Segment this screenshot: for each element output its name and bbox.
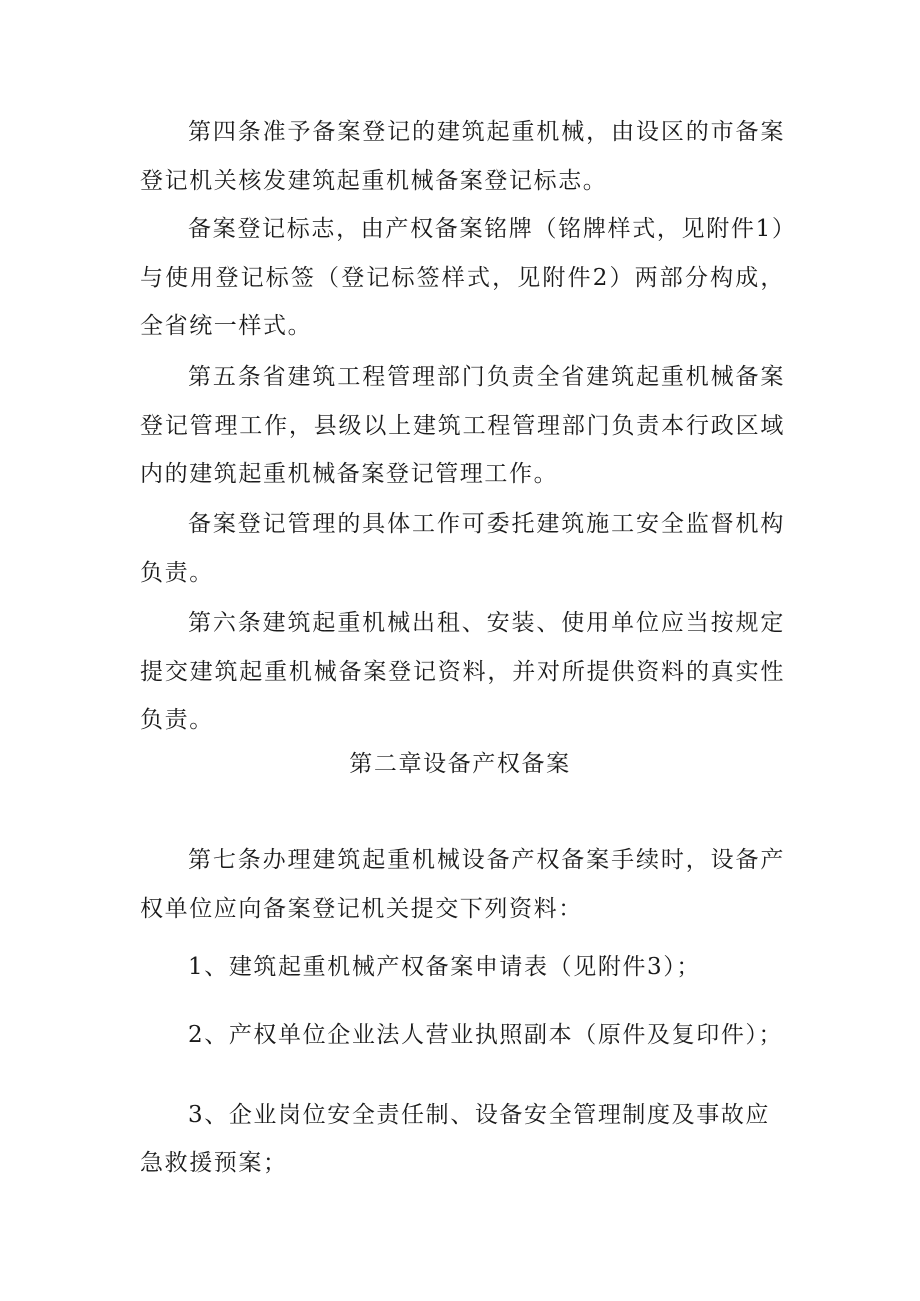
list-item: 2、产权单位企业法人营业执照副本（原件及复印件）； — [188, 1022, 784, 1048]
paragraph-article-4: 第四条准予备案登记的建筑起重机械，由设区的市备案登记机关核发建筑起重机械备案登记标志。 — [140, 119, 785, 194]
paragraph-article-5: 第五条省建筑工程管理部门负责全省建筑起重机械备案登记管理工作，县级以上建筑工程管理部门负责本行政区域内的建筑起重机械备案登记管理工作。 — [140, 364, 785, 487]
chapter-heading: 第二章设备产权备案 — [349, 751, 571, 777]
list-item-3 — [140, 1091, 771, 1187]
list-item-3-line-2: 急救援预案； — [140, 1150, 288, 1176]
list-item: 1、建筑起重机械产权备案申请表（见附件3）； — [188, 954, 701, 980]
paragraph-registration-mark: 备案登记标志，由产权备案铭牌（铭牌样式，见附件1）与使用登记标签（登记标签样式，见附件2）两部分构成，全省统一样式。 — [140, 216, 785, 339]
paragraph-article-6: 第六条建筑起重机械出租、安装、使用单位应当按规定提交建筑起重机械备案登记资料，并对所提供资料的真实性负责。 — [140, 610, 785, 733]
list-item-3-line-1: 3、企业岗位安全责任制、设备安全管理制度及事故应 — [188, 1102, 771, 1128]
paragraph-delegation: 备案登记管理的具体工作可委托建筑施工安全监督机构负责。 — [140, 511, 785, 586]
paragraph-article-7: 第七条办理建筑起重机械设备产权备案手续时，设备产权单位应向备案登记机关提交下列资料： — [140, 847, 785, 922]
